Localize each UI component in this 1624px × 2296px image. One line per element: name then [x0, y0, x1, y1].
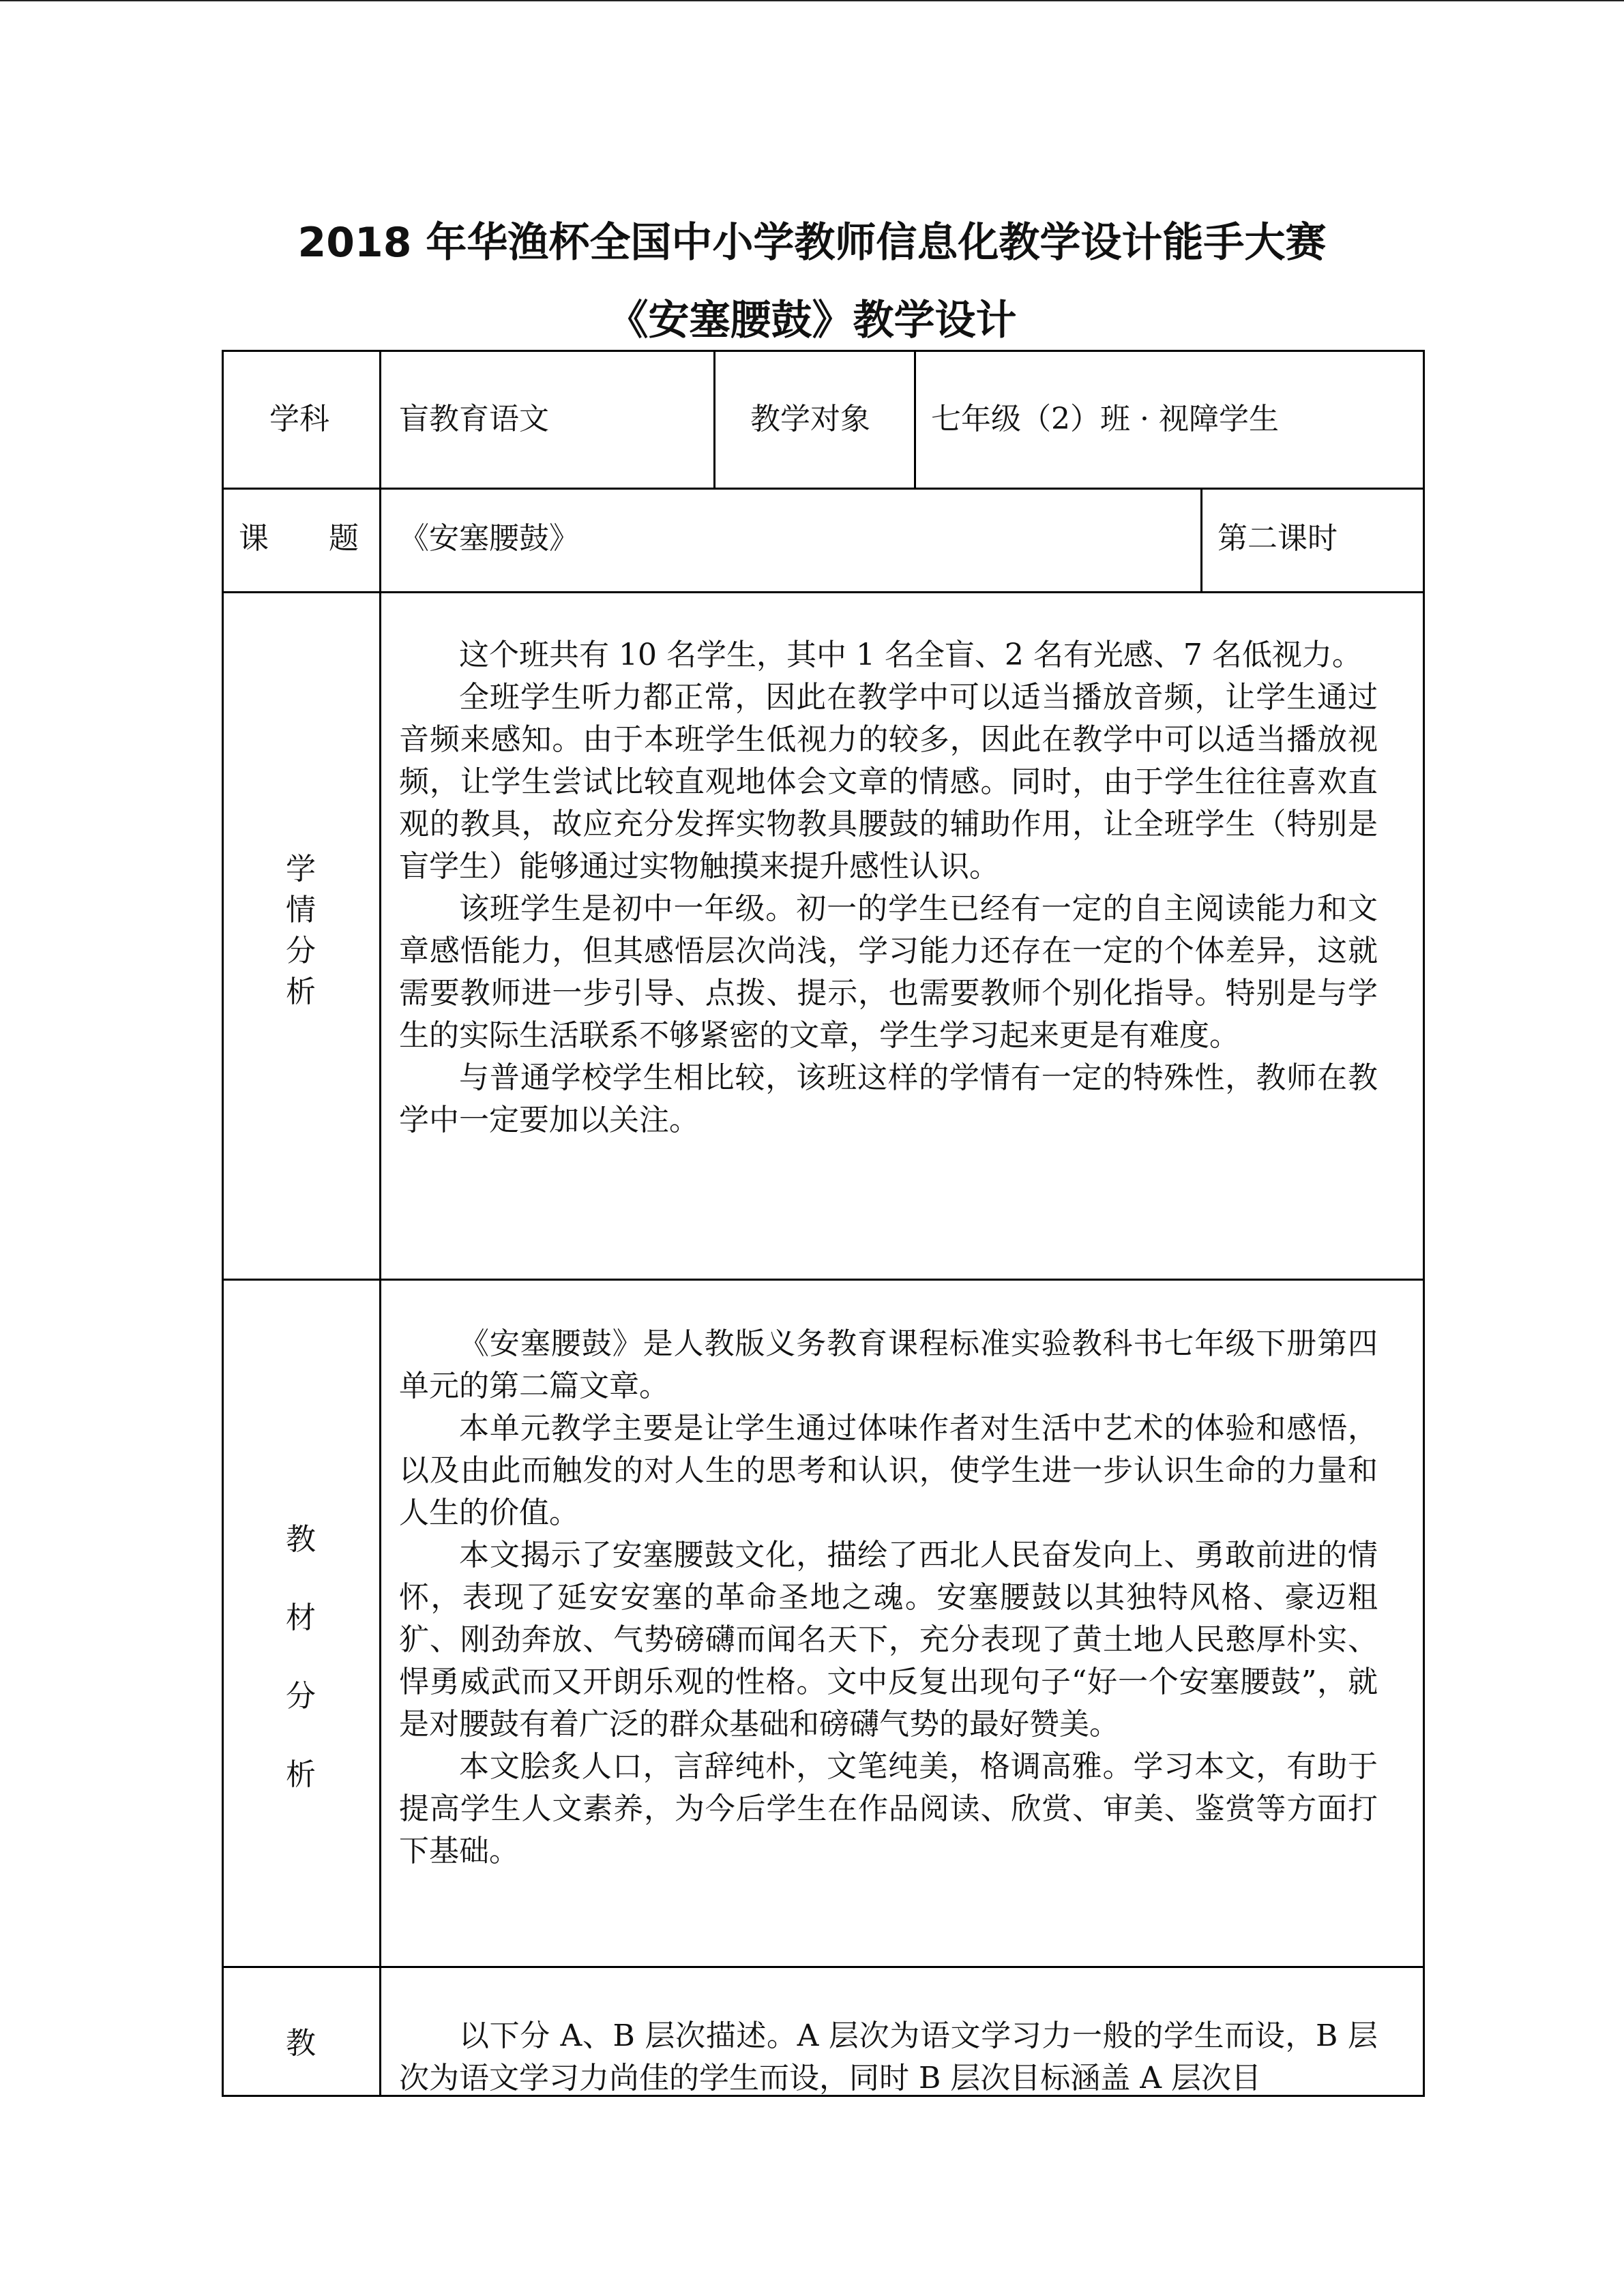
table-row1-divider-b [914, 350, 916, 490]
subject-label: 学科 [269, 402, 329, 436]
material-analysis-paragraph: 《安塞腰鼓》是人教版义务教育课程标准实验教科书七年级下册第四单元的第二篇文章。 [399, 1326, 1378, 1403]
student-analysis-paragraph: 这个班共有 10 名学生，其中 1 名全盲、2 名有光感、7 名低视力。 [459, 638, 1362, 672]
student-analysis-content [399, 634, 1378, 1142]
objectives-content [399, 2015, 1378, 2100]
material-analysis-label-char: 析 [286, 1757, 316, 1792]
table-border-right [1423, 350, 1425, 2097]
student-analysis-label [280, 849, 321, 1013]
student-analysis-label-char: 分 [286, 934, 316, 968]
period-value: 第二课时 [1217, 521, 1338, 556]
topic-label: 课 题 [239, 521, 359, 556]
topic-value: 《安塞腰鼓》 [399, 521, 579, 556]
audience-label: 教学对象 [750, 402, 870, 436]
student-analysis-label-char: 析 [286, 974, 316, 1009]
student-analysis-label-char: 学 [286, 852, 316, 886]
table-row1-divider-a [713, 350, 715, 490]
material-analysis-label-char: 教 [286, 1522, 316, 1557]
competition-title: 2018 年华渔杯全国中小学教师信息化教学设计能手大赛 [297, 219, 1327, 267]
audience-value: 七年级（2）班 · 视障学生 [931, 402, 1279, 436]
table-border-left [222, 350, 224, 2097]
table-row2-divider [1200, 488, 1202, 593]
material-analysis-paragraph: 本文脍炙人口，言辞纯朴，文笔纯美，格调高雅。学习本文，有助于提高学生人文素养，为今后学生在作品阅读、欣赏、审美、鉴赏等方面打下基础。 [399, 1749, 1378, 1868]
material-analysis-content [399, 1323, 1378, 1873]
table-rule-row4 [222, 1966, 1425, 1968]
student-analysis-label-char: 情 [286, 893, 316, 927]
table-col-divider [379, 350, 381, 2097]
material-analysis-label-char: 分 [286, 1679, 316, 1714]
student-analysis-paragraph: 与普通学校学生相比较，该班这样的学情有一定的特殊性，教师在教学中一定要加以关注。 [399, 1060, 1378, 1137]
page-top-rule [0, 0, 1624, 1]
table-border-top [222, 350, 1425, 352]
lesson-title: 《安塞腰鼓》教学设计 [607, 297, 1017, 344]
objectives-label [280, 2023, 321, 2064]
table-rule-row2 [222, 591, 1425, 593]
table-rule-row1 [222, 488, 1425, 490]
student-analysis-paragraph: 该班学生是初中一年级。初一的学生已经有一定的自主阅读能力和文章感悟能力，但其感悟层次尚浅，学习能力还存在一定的个体差异，这就需要教师进一步引导、点拨、提示，也需要教师个别化指导。特别是与学生的实际生活联系不够紧密的文章，学生学习起来更是有难度。 [399, 891, 1378, 1053]
table-rule-row3 [222, 1279, 1425, 1281]
objectives-label-char: 教 [286, 2026, 316, 2061]
objectives-paragraph: 以下分 A、B 层次描述。A 层次为语文学习力一般的学生而设，B 层次为语文学习力尚佳的学生而设，同时 B 层次目标涵盖 A 层次目 [399, 2018, 1378, 2096]
material-analysis-paragraph: 本文揭示了安塞腰鼓文化，描绘了西北人民奋发向上、勇敢前进的情怀，表现了延安安塞的革命圣地之魂。安塞腰鼓以其独特风格、豪迈粗犷、刚劲奔放、气势磅礴而闻名天下，充分表现了黄土地人民憨厚朴实、悍勇威武而又开朗乐观的性格。文中反复出现句子“好一个安塞腰鼓”，就是对腰鼓有着广泛的群众基础和磅礴气势的最好赞美。 [399, 1538, 1378, 1742]
material-analysis-paragraph: 本单元教学主要是让学生通过体味作者对生活中艺术的体验和感悟，以及由此而触发的对人生的思考和认识，使学生进一步认识生命的力量和人生的价值。 [399, 1411, 1378, 1530]
student-analysis-paragraph: 全班学生听力都正常，因此在教学中可以适当播放音频，让学生通过音频来感知。由于本班学生低视力的较多，因此在教学中可以适当播放视频，让学生尝试比较直观地体会文章的情感。同时，由于学生往往喜欢直观的教具，故应充分发挥实物教具腰鼓的辅助作用，让全班学生（特别是盲学生）能够通过实物触摸来提升感性认识。 [399, 680, 1378, 884]
material-analysis-label-char: 材 [286, 1600, 316, 1635]
subject-value: 盲教育语文 [399, 402, 549, 436]
material-analysis-label [280, 1500, 321, 1814]
